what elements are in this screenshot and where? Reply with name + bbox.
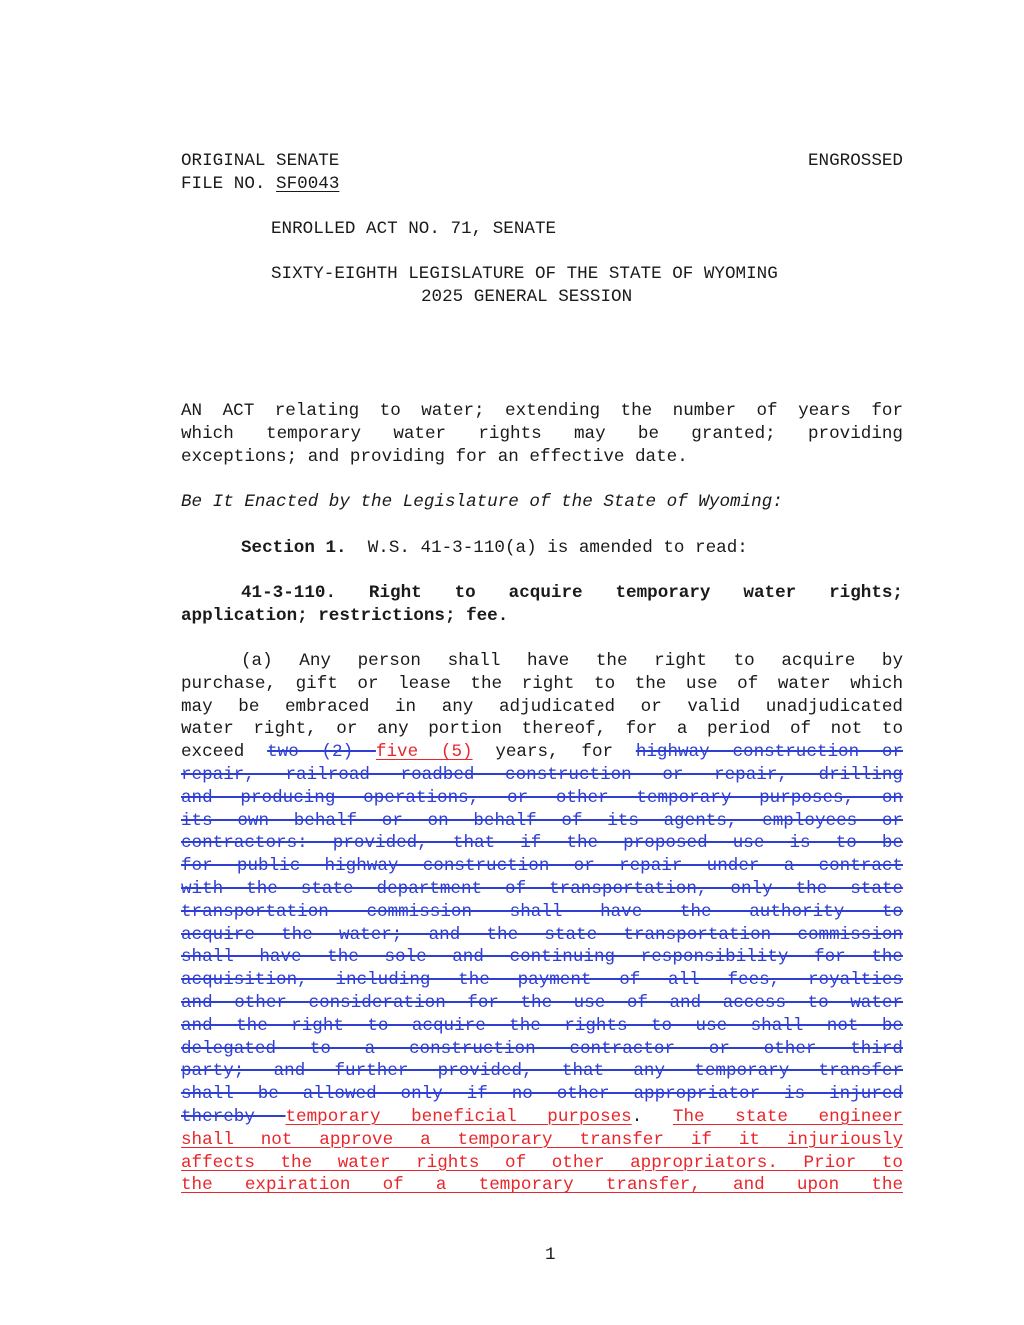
- deleted-line: with the state department of transportation, only the state: [181, 878, 903, 899]
- inserted-text: temporary beneficial purposes: [285, 1106, 632, 1127]
- deleted-line: acquire the water; and the state transportation commission: [181, 924, 903, 945]
- subsection-line: (a) Any person shall have the right to acquire by: [241, 651, 903, 671]
- act-title-line: AN ACT relating to water; extending the number of years for: [181, 401, 903, 421]
- section-text: W.S. 41-3-110(a) is amended to read:: [367, 538, 748, 558]
- inserted-line: affects the water rights of other appropriators. Prior to: [181, 1152, 903, 1173]
- section-1: [241, 537, 748, 559]
- session-title: 2025 GENERAL SESSION: [421, 287, 633, 307]
- inserted-line: the expiration of a temporary transfer, and upon the: [181, 1175, 903, 1196]
- statute-heading-line: application; restrictions; fee.: [181, 605, 509, 626]
- inserted-text: five (5): [375, 742, 473, 763]
- statute-heading: [181, 582, 903, 628]
- act-title-line: which temporary water rights may be granted; providing: [181, 423, 903, 444]
- deleted-line: transportation commission shall have the authority to: [181, 901, 903, 922]
- deleted-line: contractors: provided, that if the proposed use is to be: [181, 833, 903, 854]
- deleted-text: two (2): [267, 742, 376, 763]
- deleted-line: and other consideration for the use of and access to water: [181, 992, 903, 1013]
- text-run: .: [631, 1106, 673, 1127]
- deleted-text: highway construction or: [635, 742, 904, 763]
- page-number: 1: [545, 1245, 556, 1265]
- deleted-line: and the right to acquire the rights to use shall not be: [181, 1015, 903, 1036]
- file-number-line: [181, 173, 339, 195]
- inserted-text: The state engineer: [672, 1106, 904, 1127]
- subsection-line: [181, 1106, 903, 1129]
- file-number-prefix: FILE NO.: [181, 174, 277, 194]
- legislature-title: SIXTY-EIGHTH LEGISLATURE OF THE STATE OF WYOMING: [271, 264, 778, 284]
- act-title-line: exceptions; and providing for an effective date.: [181, 446, 688, 467]
- statute-heading-line: 41-3-110. Right to acquire temporary water rights;: [241, 583, 903, 603]
- deleted-text: thereby: [181, 1106, 286, 1127]
- text-run: years, for: [472, 742, 636, 763]
- deleted-line: for public highway construction or repair under a contract: [181, 856, 903, 877]
- engrossed-label: ENGROSSED: [807, 151, 903, 171]
- deleted-line: its own behalf or on behalf of its agents, employees or: [181, 810, 903, 831]
- deleted-line: acquisition, including the payment of all fees, royalties: [181, 970, 903, 991]
- inserted-line: shall not approve a temporary transfer if it injuriously: [181, 1129, 903, 1150]
- subsection-line: [181, 741, 903, 764]
- deleted-line: shall have the sole and continuing responsibility for the: [181, 947, 903, 968]
- enacting-clause: Be It Enacted by the Legislature of the State of Wyoming:: [181, 492, 783, 512]
- file-number: SF0043: [276, 174, 340, 194]
- deleted-line: and producing operations, or other temporary purposes, on: [181, 787, 903, 808]
- original-senate-label: ORIGINAL SENATE: [181, 151, 340, 171]
- text-run: exceed: [181, 742, 268, 763]
- subsection-a: [181, 650, 903, 1197]
- deleted-line: party; and further provided, that any temporary transfer: [181, 1061, 903, 1082]
- deleted-line: repair, railroad roadbed construction or repair, drilling: [181, 764, 903, 785]
- subsection-line: may be embraced in any adjudicated or valid unadjudicated: [181, 696, 903, 717]
- subsection-line: water right, or any portion thereof, for a period of not to: [181, 719, 903, 740]
- enrolled-act-number: ENROLLED ACT NO. 71, SENATE: [271, 219, 557, 239]
- act-title: [181, 400, 903, 468]
- section-label: Section 1.: [241, 538, 347, 558]
- subsection-line: purchase, gift or lease the right to the use of water which: [181, 673, 903, 694]
- deleted-line: delegated to a construction contractor or other third: [181, 1038, 903, 1059]
- deleted-line: shall be allowed only if no other appropriator is injured: [181, 1084, 903, 1105]
